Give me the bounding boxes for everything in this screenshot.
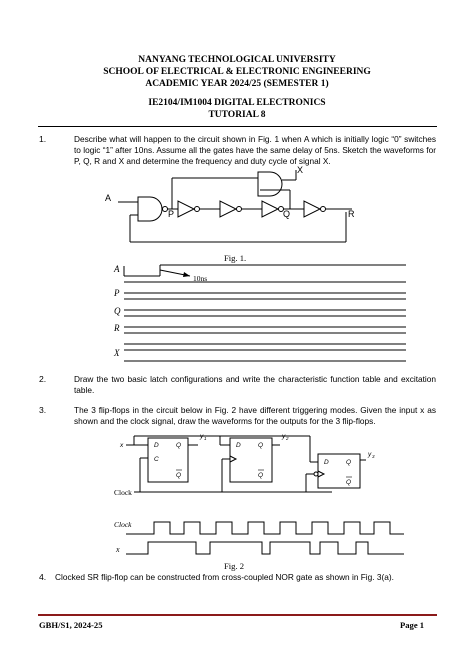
fig1-label-r: R [348,209,355,219]
svg-text:C: C [154,456,159,463]
question-4-text: Clocked SR flip-flop can be constructed from cross-coupled NOR gate as shown in Fig. 3(a). [55,572,394,582]
question-4-number: 4. [39,572,47,582]
svg-text:Q: Q [258,442,264,449]
waveform-label-x: X [114,348,120,358]
svg-text:D: D [154,442,159,449]
question-3-number: 3. [39,405,47,415]
x-waveform [126,542,404,554]
svg-text:Q: Q [346,479,352,486]
fig1-caption: Fig. 1. [224,253,247,263]
waveform-label-q: Q [114,306,121,316]
svg-text:2: 2 [286,436,289,441]
svg-text:y: y [368,451,372,458]
fig1-label-p: P [168,209,175,219]
svg-text:y: y [282,433,286,440]
svg-text:Q: Q [258,472,264,479]
svg-text:Q: Q [346,459,352,466]
svg-text:1: 1 [204,436,207,441]
svg-text:Q: Q [176,442,182,449]
footer-left: GBH/S1, 2024-25 [39,620,103,630]
fig2-wave-x-label: x [116,545,120,554]
svg-text:Q: Q [176,472,182,479]
fig1-label-a: A [105,193,112,203]
fig1-circuit [100,160,380,252]
fig2-waveforms [112,514,412,558]
svg-text:3: 3 [372,454,375,459]
fig2-clock-label: Clock [114,488,132,497]
fig1-label-q: Q [283,209,291,219]
question-1-number: 1. [39,134,47,144]
svg-text:y: y [200,433,204,440]
svg-text:D: D [324,459,329,466]
footer-rule [38,614,437,616]
svg-text:D: D [236,442,241,449]
question-3-text: The 3 flip-flops in the circuit below in Fig. 2 have different triggering modes. Given the input x as shown and the clock signal, draw the waveforms for the outputs for the 3 flip-flops. [74,405,436,426]
header-rule [38,126,437,127]
footer-page-number: Page 1 [400,620,425,630]
header-tutorial: TUTORIAL 8 [208,110,266,120]
fig2-wave-clock-label: Clock [114,520,132,529]
fig2-circuit [112,428,375,504]
fig1-label-x: X [297,165,304,175]
clock-waveform [126,522,404,534]
fig2-x-label: x [120,442,124,449]
header-year: ACADEMIC YEAR 2024/25 (SEMESTER 1) [145,79,329,89]
question-2-text: Draw the two basic latch configurations and write the characteristic function table and excitation table. [74,374,436,395]
question-1-text: Describe what will happen to the circuit shown in Fig. 1 when A which is initially logic “0” switches to logic “1” after 10ns. Assume all the gates have the same delay of 5ns. Sketch the waveforms for P, Q, R and X and determine the frequency and duty cycle of signal X. [74,134,436,166]
header-university: NANYANG TECHNOLOGICAL UNIVERSITY [138,55,336,65]
waveform-annotation-10ns: 10ns [193,274,208,283]
waveform-grid-1 [118,262,410,362]
waveform-label-a: A [114,264,120,274]
header-course: IE2104/IM1004 DIGITAL ELECTRONICS [148,98,326,108]
fig2-caption: Fig. 2 [224,561,245,571]
waveform-label-p: P [114,288,120,298]
question-2-number: 2. [39,374,47,384]
waveform-label-r: R [114,323,120,333]
header-school: SCHOOL OF ELECTRICAL & ELECTRONIC ENGINEERING [103,67,371,77]
